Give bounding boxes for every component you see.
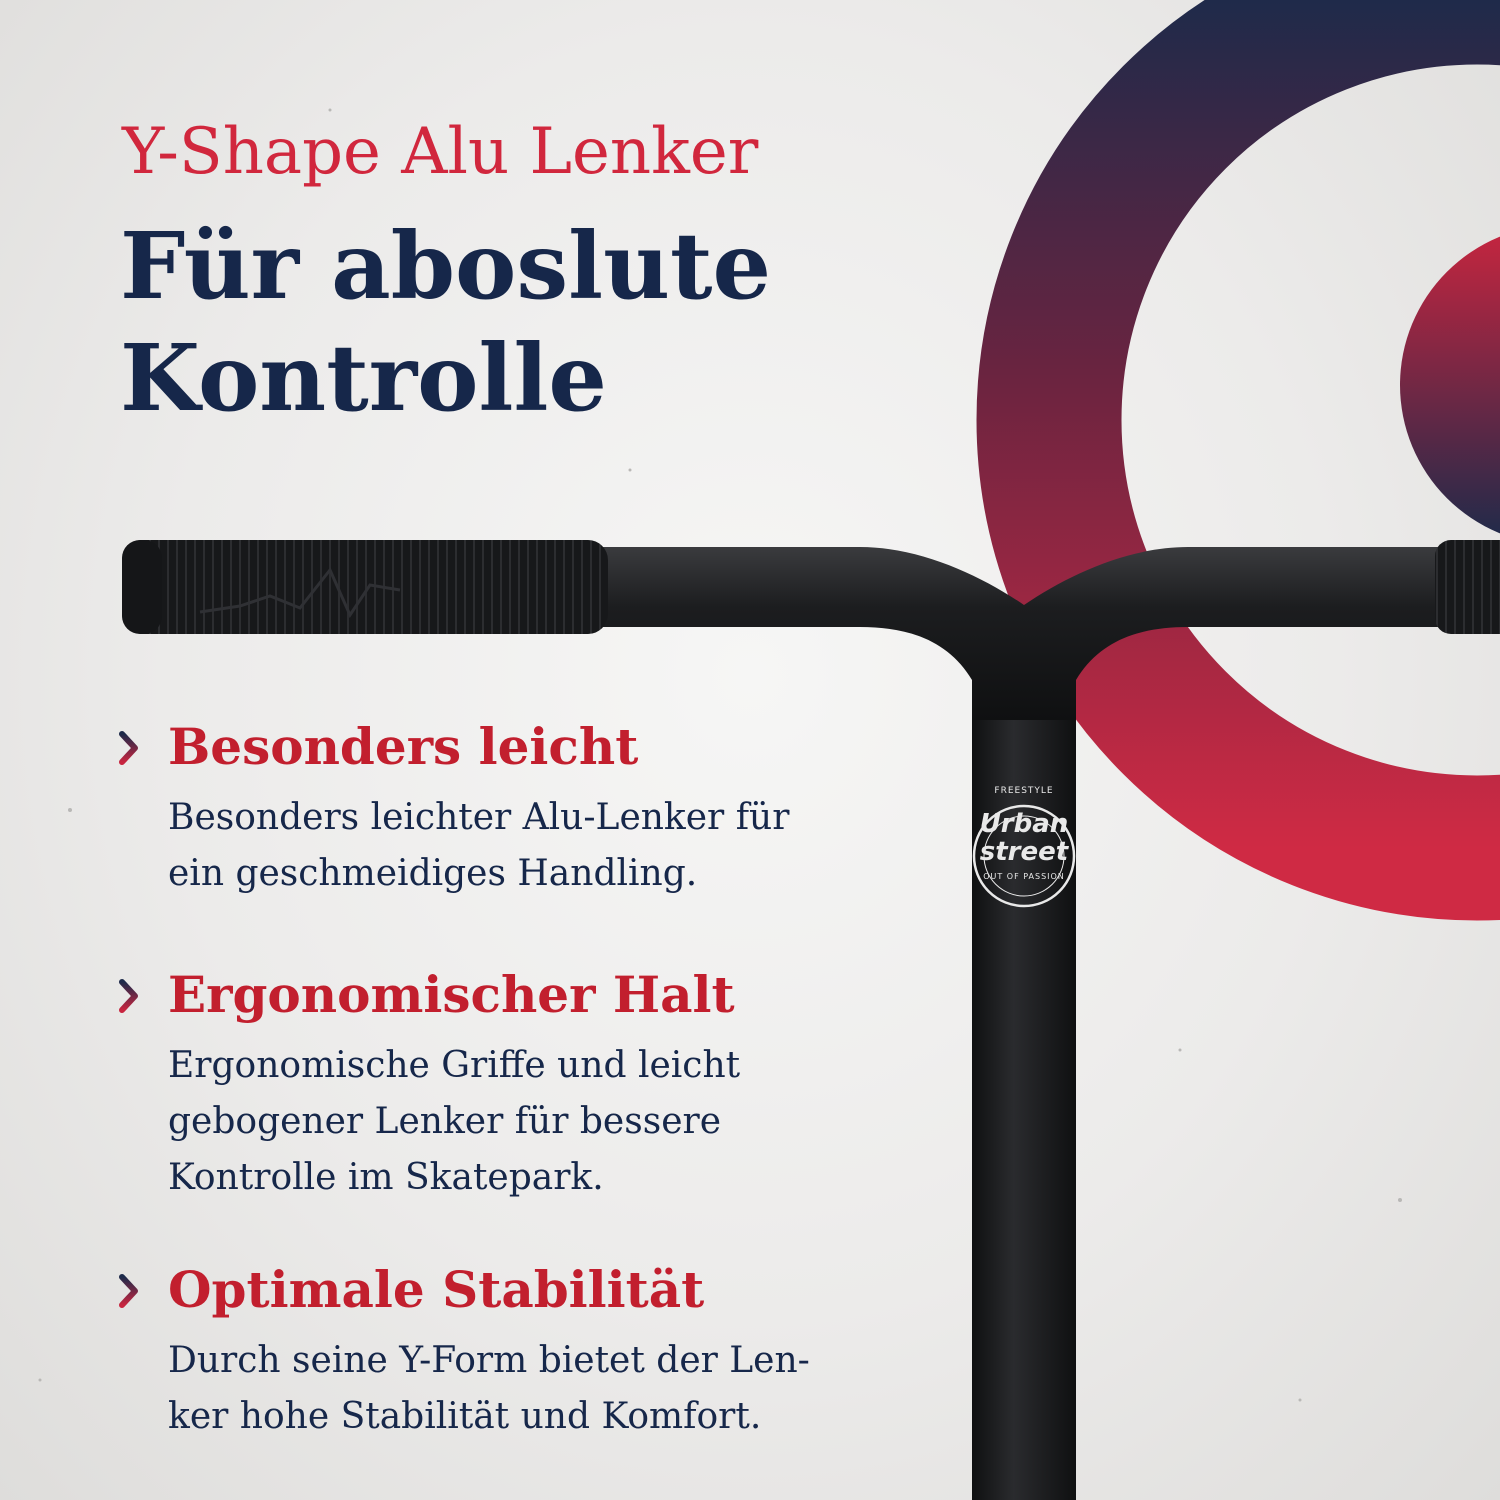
logo-line2: street (979, 837, 1069, 867)
feature-desc-line: Durch seine Y-Form bietet der Len- (168, 1340, 810, 1381)
logo-bottom-text: OUT OF PASSION (983, 872, 1065, 881)
headline (120, 210, 771, 434)
feature-desc-line: Kontrolle im Skatepark. (168, 1157, 604, 1198)
feature-title: Ergonomischer Halt (168, 965, 735, 1024)
feature-desc-line: Ergonomische Griffe und leicht (168, 1045, 741, 1086)
chevron-right-icon (118, 978, 140, 1014)
headline-line-1: Für aboslute (120, 212, 772, 320)
left-grip (122, 540, 608, 634)
chevron-right-icon (118, 1273, 140, 1309)
chevron-right-icon (118, 730, 140, 766)
feature-desc-line: ker hohe Stabilität und Komfort. (168, 1396, 762, 1437)
feature-description (168, 1333, 810, 1445)
feature-description (168, 1038, 740, 1206)
right-grip (1435, 540, 1500, 634)
feature-desc-line: ein geschmeidiges Handling. (168, 853, 698, 894)
logo-top-text: FREESTYLE (994, 786, 1054, 796)
logo-line1: Urban (979, 809, 1069, 839)
feature-title: Besonders leicht (168, 717, 639, 776)
decorative-inner-circle (1400, 225, 1500, 545)
feature-desc-line: Besonders leichter Alu-Lenker für (168, 797, 790, 838)
feature-description (168, 790, 789, 902)
feature-desc-line: gebogener Lenker für bessere (168, 1101, 722, 1142)
logo-text (972, 778, 1076, 934)
feature-title: Optimale Stabilität (168, 1260, 705, 1319)
headline-line-2: Kontrolle (120, 324, 607, 432)
subtitle: Y-Shape Alu Lenker (122, 115, 759, 189)
